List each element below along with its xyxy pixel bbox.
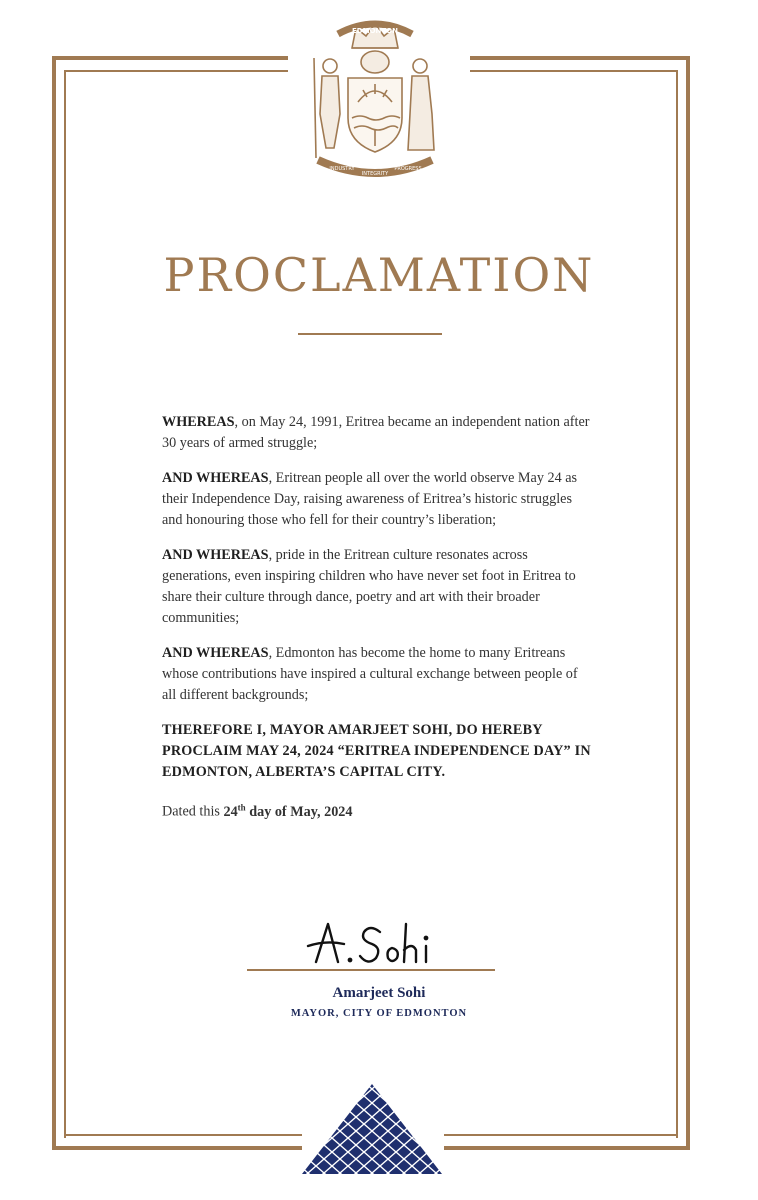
crest-motto-1: INDUSTRY [329, 166, 355, 172]
paragraph-lead: WHEREAS [162, 414, 235, 430]
paragraph-lead: AND WHEREAS [162, 645, 269, 661]
whereas-paragraph-4 [162, 643, 592, 706]
pyramid-logo [300, 1082, 444, 1176]
paragraph-text: , on May 24, 1991, Eritrea became an independent nation after 30 years of armed struggle; [162, 414, 590, 451]
paragraph-lead: AND WHEREAS [162, 547, 269, 563]
frame-outer-top-right [470, 56, 690, 60]
whereas-paragraph-1 [162, 412, 592, 454]
frame-inner-left [64, 70, 66, 1138]
paragraph-lead: AND WHEREAS [162, 470, 269, 486]
mayor-signature [300, 910, 450, 970]
frame-outer-top-left [52, 56, 288, 60]
crest-motto-3: PROGRESS [394, 166, 422, 172]
frame-inner-right [676, 70, 678, 1138]
frame-inner-bottom-left [64, 1134, 302, 1136]
page-title: PROCLAMATION [163, 248, 595, 302]
dated-prefix: Dated this [162, 803, 224, 820]
paragraph-text: , Eritrean people all over the world observe May 24 as their Independence Day, raising awareness of Eritrea’s historic struggles and honouring those who fell for their country’s liberation; [162, 470, 578, 528]
dated-suffix: th [237, 802, 246, 812]
paragraph-text: , Edmonton has become the home to many Eritreans whose contributions have inspired a cultural exchange between people of all different backgrounds; [162, 645, 578, 703]
title-divider [298, 333, 442, 335]
frame-inner-top-right [470, 70, 678, 72]
paragraph-text: , pride in the Eritrean culture resonates across generations, even inspiring children who have never set foot in Eritrea to share their culture through dance, poetry and art with their broader communities; [162, 547, 576, 626]
frame-outer-bottom-left [52, 1146, 302, 1150]
proclamation-statement: THEREFORE I, MAYOR AMARJEET SOHI, DO HEREBY PROCLAIM MAY 24, 2024 “ERITREA INDEPENDENCE DAY” IN EDMONTON, ALBERTA’S CAPITAL CITY. [162, 722, 591, 780]
dated-day: 24 [223, 803, 238, 820]
crest-motto-2: INTEGRITY [361, 171, 389, 177]
dated-rest: day of May, 2024 [245, 803, 353, 820]
signer-name: Amarjeet Sohi [332, 985, 426, 1001]
crest-banner-text: EDMONTON [352, 27, 398, 35]
frame-inner-bottom-right [444, 1134, 678, 1136]
dated-line [162, 797, 592, 823]
whereas-paragraph-2 [162, 468, 592, 531]
frame-outer-bottom-right [444, 1146, 690, 1150]
whereas-paragraph-3 [162, 545, 592, 629]
signer-title: MAYOR, CITY OF EDMONTON [290, 1008, 468, 1019]
frame-inner-top-left [64, 70, 288, 72]
signature-line [247, 969, 495, 971]
edmonton-coat-of-arms [300, 18, 450, 183]
proclamation-body [162, 412, 592, 837]
